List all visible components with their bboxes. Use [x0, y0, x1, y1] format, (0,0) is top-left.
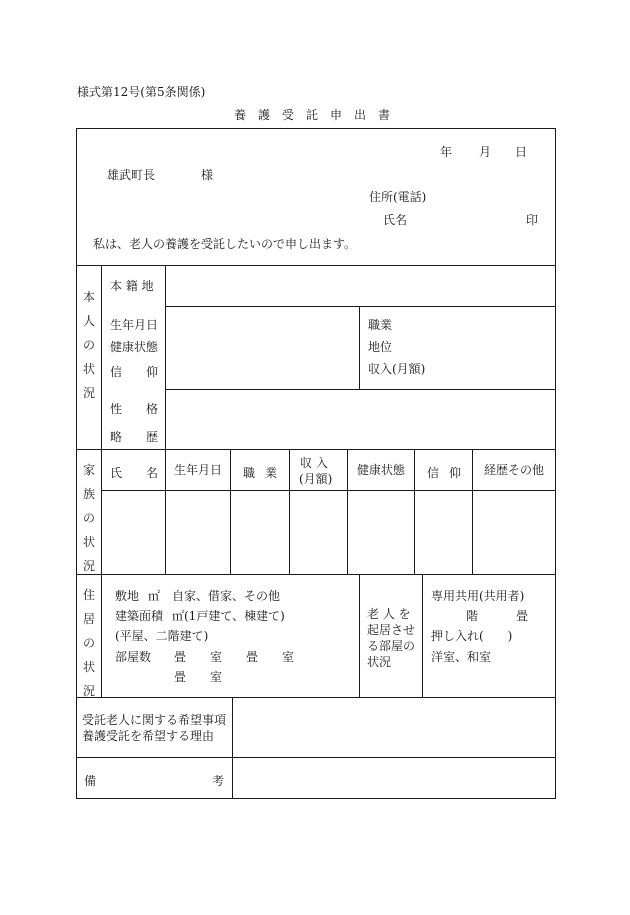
personality-label: [110, 400, 158, 417]
divider-application: [76, 265, 556, 266]
income-label: 収入(月額): [368, 362, 426, 376]
divider-domicile: [165, 306, 556, 307]
history-label-char: 略: [110, 430, 123, 444]
table-top-border: [76, 128, 556, 129]
rooms-room-1: 室: [210, 650, 223, 664]
family-col-birthdate: 生年月日: [174, 463, 223, 477]
family-col-divider-1: [230, 449, 231, 575]
religion-label: [110, 363, 158, 380]
residence-divider-1: [359, 574, 360, 698]
date-month-label: 月: [479, 145, 492, 159]
family-col-occupation: [243, 464, 277, 481]
usage-options: 専用共用(共用者): [431, 589, 525, 603]
remarks-label-char: 備: [84, 774, 97, 788]
history-label: [110, 428, 158, 445]
table-left-border: [76, 128, 77, 799]
family-col-occupation-char: 業: [264, 466, 277, 480]
label-column-divider: [101, 265, 102, 575]
residence-section-char: 状: [82, 660, 95, 674]
elder-room-label-line: 起居させ: [367, 623, 416, 637]
divider-family-header: [101, 490, 556, 491]
rooms-room-3: 室: [210, 670, 223, 684]
divider-self: [76, 449, 556, 450]
wishes-label-line1: 受託老人に関する希望事項: [82, 713, 227, 727]
personality-label-char: 性: [110, 402, 123, 416]
family-col-religion-char: 信: [427, 466, 440, 480]
domicile-label: 本 籍 地: [110, 279, 154, 293]
self-section-label: [78, 285, 100, 405]
divider-residence: [76, 697, 556, 698]
position-label: 地位: [368, 340, 393, 354]
family-col-income-bottom: (月額): [299, 472, 333, 486]
date-year-label: 年: [440, 145, 453, 159]
rooms-label: 部屋数: [115, 650, 152, 664]
religion-label-char: 信: [110, 365, 123, 379]
family-col-name-char: 名: [145, 466, 158, 480]
floor-area-label: 建築面積: [115, 609, 164, 623]
family-col-income-top: 収 入: [300, 456, 328, 470]
family-col-religion-char: 仰: [448, 466, 461, 480]
self-section-char: 本: [82, 290, 95, 304]
rooms-tatami-1: 畳: [174, 650, 187, 664]
family-col-divider-2: [289, 449, 290, 575]
remarks-label-char: 考: [211, 774, 224, 788]
occupation-divider: [359, 306, 360, 390]
rooms-room-2: 室: [282, 650, 295, 664]
remarks-label: [84, 772, 224, 789]
divider-birthdate: [165, 389, 556, 390]
form-number: 様式第12号(第5条関係): [77, 85, 206, 99]
family-section-char: 況: [82, 559, 95, 573]
family-col-religion: [427, 464, 461, 481]
occupation-label: 職業: [368, 318, 393, 332]
divider-wishes: [76, 757, 556, 758]
floor-label: 階: [466, 609, 479, 623]
storey-options: (平屋、二階建て): [115, 629, 209, 643]
family-section-char: 家: [82, 463, 95, 477]
family-section-char: 族: [82, 487, 95, 501]
site-label: 敷地: [115, 589, 140, 603]
address-label: 住所(電話): [369, 190, 427, 204]
recipient-suffix: 様: [201, 168, 214, 182]
family-col-history: 経歴その他: [484, 463, 545, 477]
personality-label-char: 格: [145, 402, 158, 416]
self-section-char: の: [82, 338, 95, 352]
elder-room-label-line: る部屋の: [367, 639, 416, 653]
rooms-tatami-3: 畳: [174, 670, 187, 684]
self-section-char: 況: [82, 386, 95, 400]
residence-divider-2: [422, 574, 423, 698]
birthdate-label: 生年月日: [110, 318, 159, 332]
recipient-name: 雄武町長: [107, 168, 156, 182]
field-column-divider: [165, 265, 166, 575]
family-col-occupation-char: 職: [243, 466, 256, 480]
application-statement: 私は、老人の養護を受託したいので申し出ます。: [93, 237, 357, 251]
table-bottom-border: [76, 798, 556, 799]
residence-section-char: 住: [82, 588, 95, 602]
self-section-char: 状: [82, 362, 95, 376]
date-day-label: 日: [515, 145, 528, 159]
ownership-options: 自家、借家、その他: [172, 589, 281, 603]
residence-section-char: の: [82, 636, 95, 650]
family-section-label: [78, 458, 100, 578]
family-col-name-char: 氏: [110, 466, 123, 480]
family-section-char: の: [82, 511, 95, 525]
health-label: 健康状態: [110, 340, 159, 354]
residence-section-char: 況: [82, 684, 95, 698]
rooms-tatami-2: 畳: [246, 650, 259, 664]
divider-family: [76, 574, 556, 575]
site-unit: ㎡: [148, 589, 161, 603]
elder-room-label-line: 状況: [367, 655, 392, 669]
form-title: 養護受託申出書: [233, 108, 402, 122]
family-col-name: [110, 464, 158, 481]
floor-area-unit: ㎡(1戸建て、棟建て): [172, 609, 285, 623]
wishes-divider: [232, 697, 233, 799]
family-col-divider-5: [472, 449, 473, 575]
table-right-border: [555, 128, 556, 799]
family-section-char: 状: [82, 535, 95, 549]
elder-room-label-line: 老 人 を: [367, 607, 411, 621]
religion-label-char: 仰: [145, 365, 158, 379]
closet-label: 押し入れ( ): [431, 629, 513, 643]
residence-section-char: 居: [82, 612, 95, 626]
residence-section-label: [78, 583, 100, 703]
elder-room-label: [367, 606, 415, 670]
seal-label: 印: [526, 213, 539, 227]
family-col-divider-4: [414, 449, 415, 575]
applicant-name-label: 氏名: [383, 213, 408, 227]
label-column-divider-residence: [101, 574, 102, 698]
room-type-options: 洋室、和室: [431, 650, 492, 664]
wishes-label-line2: 養護受託を希望する理由: [82, 729, 215, 743]
family-col-health: 健康状態: [357, 463, 406, 477]
history-label-char: 歴: [145, 430, 158, 444]
floor-tatami: 畳: [516, 609, 529, 623]
self-section-char: 人: [82, 314, 95, 328]
family-col-divider-3: [347, 449, 348, 575]
